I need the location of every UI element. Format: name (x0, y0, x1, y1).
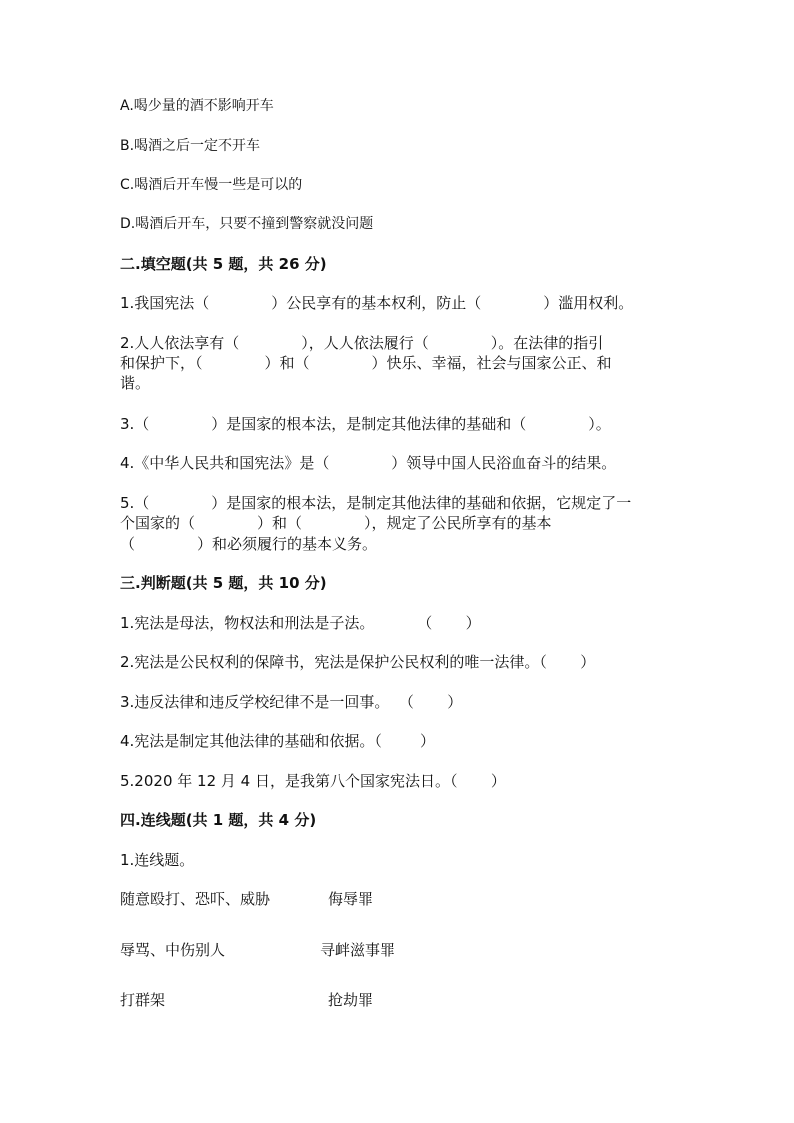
fill-q5-line1: 5.（ ）是国家的根本法，是制定其他法律的基础和依据，它规定了一 (120, 494, 632, 512)
judge-q2: 2.宪法是公民权利的保障书，宪法是保护公民权利的唯一法律。（ ） (120, 653, 596, 671)
option-a: A.喝少量的酒不影响开车 (120, 98, 274, 114)
judge-q3: 3.违反法律和违反学校纪律不是一回事。 （ ） (120, 693, 463, 711)
fill-q5-line3: （ ）和必须履行的基本义务。 (120, 535, 377, 553)
option-c: C.喝酒后开车慢一些是可以的 (120, 177, 303, 193)
fill-q2-line1: 2.人人依法享有（ ），人人依法履行（ ）。在法律的指引 (120, 334, 604, 352)
match-left-3: 打群架 (120, 991, 166, 1009)
match-left-2: 辱骂、中伤别人 (120, 941, 226, 959)
fill-q1: 1.我国宪法（ ）公民享有的基本权利，防止（ ）滥用权利。 (120, 294, 634, 312)
option-b: B.喝酒之后一定不开车 (120, 138, 261, 154)
judge-q5: 5.2020 年 12 月 4 日，是我第八个国家宪法日。（ ） (120, 772, 506, 790)
fill-q2-line3: 谐。 (120, 374, 151, 392)
section4-title: 四.连线题(共 1 题，共 4 分) (120, 811, 317, 829)
match-right-1: 侮辱罪 (328, 890, 374, 908)
fill-q2-line2: 和保护下，（ ）和（ ）快乐、幸福，社会与国家公正、和 (120, 354, 612, 372)
section3-title: 三.判断题(共 5 题，共 10 分) (120, 574, 327, 592)
judge-q1: 1.宪法是母法，物权法和刑法是子法。 （ ） (120, 614, 481, 632)
fill-q5-line2: 个国家的（ ）和（ ），规定了公民所享有的基本 (120, 514, 552, 532)
match-right-2: 寻衅滋事罪 (320, 941, 396, 959)
fill-q3: 3.（ ）是国家的根本法，是制定其他法律的基础和（ ）。 (120, 415, 611, 433)
judge-q4: 4.宪法是制定其他法律的基础和依据。（ ） (120, 732, 435, 750)
fill-q4: 4.《中华人民共和国宪法》是（ ）领导中国人民浴血奋斗的结果。 (120, 454, 617, 472)
match-right-3: 抢劫罪 (328, 991, 374, 1009)
section2-title: 二.填空题(共 5 题，共 26 分) (120, 255, 327, 273)
match-q1: 1.连线题。 (120, 851, 195, 869)
match-left-1: 随意殴打、恐吓、威胁 (120, 890, 271, 908)
option-d: D.喝酒后开车，只要不撞到警察就没问题 (120, 216, 374, 232)
